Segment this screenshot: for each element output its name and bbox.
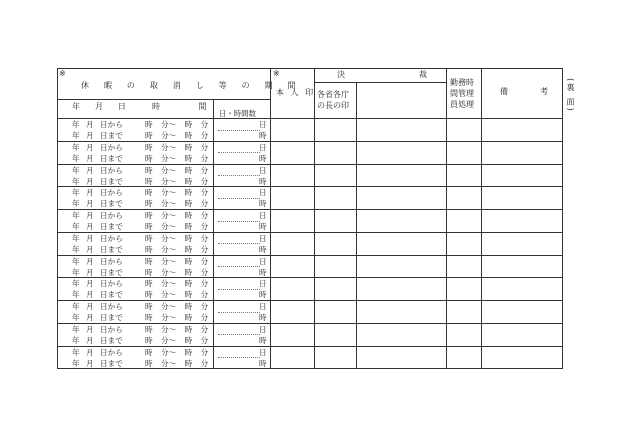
kessai-label-2: 裁	[419, 70, 427, 79]
to-date[interactable]: 年 月 日まで	[72, 335, 123, 345]
row-divider	[57, 232, 562, 233]
from-date[interactable]: 年 月 日から	[72, 188, 123, 198]
from-date[interactable]: 年 月 日から	[72, 142, 123, 152]
from-date[interactable]: 年 月 日から	[72, 120, 123, 129]
col-divider-kessai	[446, 68, 447, 369]
from-date[interactable]: 年 月 日から	[72, 233, 123, 243]
time-to[interactable]: 時 分～ 時 分	[145, 290, 209, 300]
from-date[interactable]: 年 月 日から	[72, 256, 123, 266]
to-date[interactable]: 年 月 日まで	[72, 131, 123, 140]
time-from[interactable]: 時 分～ 時 分	[145, 233, 209, 243]
unit-hour: 時	[259, 313, 267, 322]
unit-day: 日	[259, 256, 267, 266]
time-to[interactable]: 時 分～ 時 分	[145, 313, 209, 322]
days-hours-dotted-line	[218, 152, 260, 153]
time-from[interactable]: 時 分～ 時 分	[145, 211, 209, 220]
remarks-label-1: 備	[500, 87, 508, 96]
time-from[interactable]: 時 分～ 時 分	[145, 279, 209, 289]
unit-day: 日	[259, 233, 267, 243]
side-label-reverse: (裏 面)	[566, 78, 575, 113]
time-from[interactable]: 時 分～ 時 分	[145, 188, 209, 198]
time-to[interactable]: 時 分～ 時 分	[145, 176, 209, 186]
row-divider	[57, 346, 562, 347]
col-header-seal: 本 人 印	[276, 88, 316, 97]
row-divider	[57, 186, 562, 187]
unit-hour: 時	[259, 153, 267, 163]
row-divider	[57, 323, 562, 324]
unit-hour: 時	[259, 199, 267, 209]
unit-hour: 時	[259, 244, 267, 254]
unit-hour: 時	[259, 290, 267, 300]
col-header-time: 時 間	[152, 102, 225, 111]
unit-hour: 時	[259, 335, 267, 345]
kessai-label-1: 決	[337, 70, 345, 79]
unit-hour: 時	[259, 176, 267, 186]
attendance-line1: 勤務時	[450, 78, 474, 87]
time-from[interactable]: 時 分～ 時 分	[145, 302, 209, 311]
unit-day: 日	[259, 347, 267, 357]
col-header-days-hours: 日・時間数	[219, 109, 256, 118]
from-date[interactable]: 年 月 日から	[72, 211, 123, 220]
to-date[interactable]: 年 月 日まで	[72, 267, 123, 277]
row-divider	[57, 300, 562, 301]
remarks-label-2: 考	[540, 87, 548, 96]
time-from[interactable]: 時 分～ 時 分	[145, 256, 209, 266]
from-date[interactable]: 年 月 日から	[72, 347, 123, 357]
to-date[interactable]: 年 月 日まで	[72, 176, 123, 186]
days-hours-dotted-line	[218, 130, 260, 131]
unit-day: 日	[259, 188, 267, 198]
unit-hour: 時	[259, 222, 267, 231]
unit-hour: 時	[259, 267, 267, 277]
ministry-head-seal-line1: 各省各庁	[317, 90, 349, 99]
from-date[interactable]: 年 月 日から	[72, 324, 123, 334]
days-hours-dotted-line	[218, 175, 260, 176]
unit-day: 日	[259, 211, 267, 220]
time-from[interactable]: 時 分～ 時 分	[145, 165, 209, 175]
from-date[interactable]: 年 月 日から	[72, 279, 123, 289]
time-from[interactable]: 時 分～ 時 分	[145, 347, 209, 357]
time-from[interactable]: 時 分～ 時 分	[145, 120, 209, 129]
unit-day: 日	[259, 279, 267, 289]
to-date[interactable]: 年 月 日まで	[72, 244, 123, 254]
period-subheader-border	[57, 99, 270, 100]
unit-day: 日	[259, 142, 267, 152]
row-divider	[57, 209, 562, 210]
col-divider-days	[213, 99, 214, 369]
row-divider	[57, 164, 562, 165]
days-hours-dotted-line	[218, 357, 260, 358]
time-to[interactable]: 時 分～ 時 分	[145, 358, 209, 368]
unit-day: 日	[259, 165, 267, 175]
to-date[interactable]: 年 月 日まで	[72, 313, 123, 322]
to-date[interactable]: 年 月 日まで	[72, 358, 123, 368]
time-from[interactable]: 時 分～ 時 分	[145, 142, 209, 152]
col-divider-period	[270, 68, 271, 369]
ministry-head-seal-line2: の長の印	[317, 101, 349, 110]
days-hours-dotted-line	[218, 289, 260, 290]
from-date[interactable]: 年 月 日から	[72, 302, 123, 311]
row-divider	[57, 277, 562, 278]
to-date[interactable]: 年 月 日まで	[72, 290, 123, 300]
mark-right: ※	[273, 69, 280, 78]
table-right-border	[562, 68, 563, 369]
days-hours-dotted-line	[218, 243, 260, 244]
unit-hour: 時	[259, 131, 267, 140]
row-divider	[57, 368, 562, 369]
col-divider-ministry	[356, 82, 357, 369]
time-to[interactable]: 時 分～ 時 分	[145, 244, 209, 254]
unit-day: 日	[259, 120, 267, 129]
row-divider	[57, 141, 562, 142]
unit-day: 日	[259, 302, 267, 311]
to-date[interactable]: 年 月 日まで	[72, 153, 123, 163]
days-hours-dotted-line	[218, 334, 260, 335]
mark-left: ※	[59, 69, 66, 78]
time-from[interactable]: 時 分～ 時 分	[145, 324, 209, 334]
table-left-border	[57, 68, 58, 369]
days-hours-dotted-line	[218, 198, 260, 199]
attendance-line3: 員処理	[450, 100, 474, 109]
col-header-date: 年 月 日	[72, 102, 133, 111]
row-divider	[57, 255, 562, 256]
time-to[interactable]: 時 分～ 時 分	[145, 335, 209, 345]
unit-hour: 時	[259, 358, 267, 368]
col-divider-seal	[314, 68, 315, 369]
attendance-line2: 間管理	[450, 89, 474, 98]
days-hours-dotted-line	[218, 312, 260, 313]
col-divider-attendance	[481, 68, 482, 369]
unit-day: 日	[259, 324, 267, 334]
days-hours-dotted-line	[218, 221, 260, 222]
days-hours-dotted-line	[218, 266, 260, 267]
header-bottom-border	[57, 118, 562, 119]
time-to[interactable]: 時 分～ 時 分	[145, 131, 209, 140]
time-to[interactable]: 時 分～ 時 分	[145, 153, 209, 163]
from-date[interactable]: 年 月 日から	[72, 165, 123, 175]
time-to[interactable]: 時 分～ 時 分	[145, 199, 209, 209]
period-title: 休 暇 の 取 消 し 等 の 期 間	[81, 81, 302, 90]
to-date[interactable]: 年 月 日まで	[72, 222, 123, 231]
to-date[interactable]: 年 月 日まで	[72, 199, 123, 209]
table-top-border	[57, 68, 562, 69]
kessai-divider	[314, 82, 446, 83]
time-to[interactable]: 時 分～ 時 分	[145, 267, 209, 277]
time-to[interactable]: 時 分～ 時 分	[145, 222, 209, 231]
